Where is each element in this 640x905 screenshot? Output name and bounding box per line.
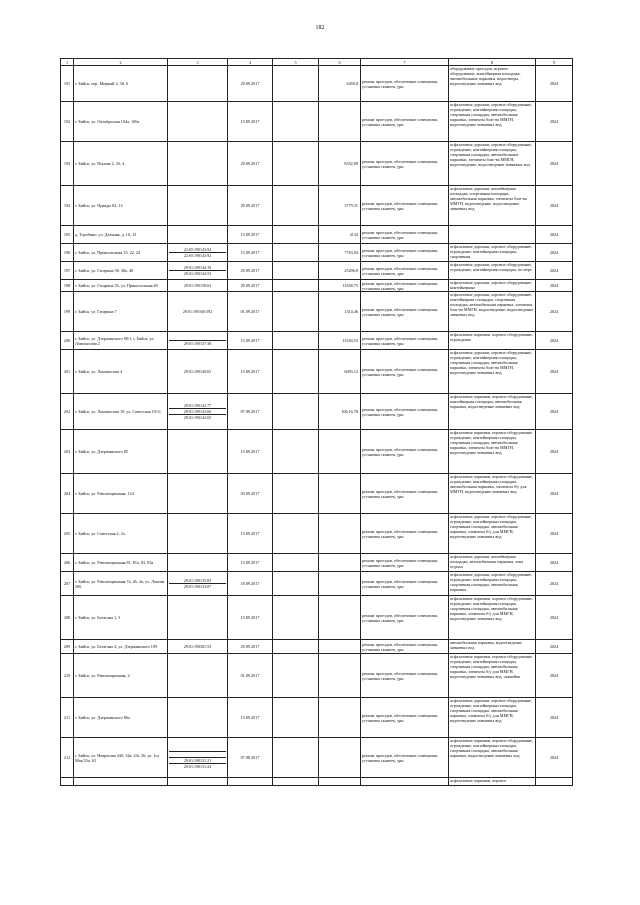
year-cell: 2024 (536, 698, 573, 738)
cadastral-cell (168, 102, 228, 142)
works-cell: ремонт проездов, обеспечение освещения, установка скамеек, урн (361, 292, 449, 332)
empty-cell (273, 226, 319, 244)
area-cell (319, 654, 361, 698)
works-cell: ремонт проездов, обеспечение освещения, установка скамеек, урн (361, 244, 449, 262)
works-cell: ремонт проездов, обеспечение освещения, установка скамеек, урн (361, 350, 449, 394)
table-row (61, 596, 573, 640)
works-cell: ремонт проездов, обеспечение освещения, установка скамеек, урн (361, 394, 449, 430)
cadastral-number: 22:65:190143:92 (169, 252, 226, 258)
equipment-cell: асфальтовые дорожки, игровое оборудование, ограждение, контейнерная площадка, по мере (449, 262, 536, 280)
row-number: 211 (61, 698, 74, 738)
equipment-cell (449, 226, 536, 244)
column-header: 4 (228, 59, 273, 66)
column-header: 1 (61, 59, 74, 66)
area-cell (319, 778, 361, 786)
table-row (61, 66, 573, 102)
table-row (61, 350, 573, 394)
table-row (61, 292, 573, 332)
cadastral-cell (168, 292, 228, 332)
table-row (61, 280, 573, 292)
empty-cell (273, 596, 319, 640)
empty-cell (273, 142, 319, 186)
address-cell: г. Бийск, ул. Гагарина 38, 38а, 40 (74, 262, 168, 280)
works-cell: ремонт проездов, обеспечение освещения, установка скамеек, урн (361, 596, 449, 640)
works-cell: ремонт проездов, обеспечение освещения, установка скамеек, урн (361, 640, 449, 654)
works-cell: ремонт проездов, обеспечение освещения, установка скамеек, урн (361, 430, 449, 474)
area-cell: 106,16,78 (319, 394, 361, 430)
works-cell: ремонт проездов, обеспечение освещения, установка скамеек, урн (361, 280, 449, 292)
cadastral-number: 29:01:190135:83 (183, 578, 212, 583)
cadastral-cell (168, 778, 228, 786)
cadastral-cell (168, 514, 228, 554)
empty-cell (273, 430, 319, 474)
table-row (61, 262, 573, 280)
area-cell: 8352,89 (319, 142, 361, 186)
year-cell: 2024 (536, 66, 573, 102)
date-cell: 15.09.2017 (228, 226, 273, 244)
equipment-cell: асфальтовые дорожки, игровое оборудование, ограждение, контейнерная площадка, спортивная площадка, автомобильные парковки, элементы благ-ва ММГН, водоотведение, водоотведение ливневых вод (449, 142, 536, 186)
equipment-cell: асфальтовые парковки, игровое (449, 778, 536, 786)
table-row (61, 394, 573, 430)
works-cell: ремонт проездов, обеспечение освещения, установка скамеек, урн (361, 514, 449, 554)
row-number: 191 (61, 66, 74, 102)
column-header: 9 (536, 59, 573, 66)
empty-cell (273, 66, 319, 102)
address-cell: г. Бийск, ул. Гагарина 7 (74, 292, 168, 332)
year-cell: 2024 (536, 186, 573, 226)
empty-cell (273, 280, 319, 292)
date-cell: 15.09.2017 (228, 554, 273, 572)
column-header: 5 (273, 59, 319, 66)
row-number: 202 (61, 394, 74, 430)
date-cell: 01.09.2017 (228, 292, 273, 332)
area-cell (319, 596, 361, 640)
cadastral-cell (168, 244, 228, 262)
area-cell (319, 640, 361, 654)
address-cell: г. Бийск, ул. Бетагана 1, 3 (74, 596, 168, 640)
table-row (61, 572, 573, 596)
year-cell: 2024 (536, 226, 573, 244)
empty-cell (273, 292, 319, 332)
year-cell: 2024 (536, 262, 573, 280)
cadastral-cell (168, 186, 228, 226)
cadastral-cell (168, 430, 228, 474)
address-cell: г. Бийск, ул. Бетагана 4, ул. Дзержинского 199 (74, 640, 168, 654)
address-cell: г. Бийск, ул. Советская 2, 2а (74, 514, 168, 554)
year-cell: 2024 (536, 142, 573, 186)
cadastral-number: 29:01:190131:21 (169, 757, 226, 763)
empty-cell (273, 554, 319, 572)
date-cell (228, 778, 273, 786)
empty-cell (273, 738, 319, 778)
date-cell: 29.09.2017 (228, 186, 273, 226)
date-cell: 15.09.2017 (228, 596, 273, 640)
cadastral-number: 29:01:190160:592 (182, 309, 213, 314)
cadastral-number: 29:01:190133:87 (169, 583, 226, 589)
address-cell: г. Бийск, ул. Революционная 7а, 26, 2в, ул. Ломова 206 (74, 572, 168, 596)
cadastral-cell (168, 350, 228, 394)
column-header: 7 (361, 59, 449, 66)
row-number: 199 (61, 292, 74, 332)
page-number: 182 (315, 25, 325, 31)
equipment-cell: асфальтовые дорожки, игровое оборудование, контейнерная площадка, спортивная площадка, автомобильная парковка, элементы благ-ва ММГН, водоотведение, водоотведение ливневых вод (449, 292, 536, 332)
equipment-cell: асфальтовые дорожки, игровое оборудование, ограждение, контейнерная площадка, спортивная площадка, автомобильная парковка, элементы б/у для ММГН, водоотведение ливневых вод (449, 514, 536, 554)
address-cell: г. Бийск, ул. Ломоносова 4 (74, 350, 168, 394)
date-cell: 15.09.2017 (228, 350, 273, 394)
date-cell: 15.09.2017 (228, 244, 273, 262)
year-cell: 2024 (536, 640, 573, 654)
table-row (61, 778, 573, 786)
table-row (61, 514, 573, 554)
empty-cell (273, 394, 319, 430)
table-row (61, 244, 573, 262)
area-cell: 3779,31 (319, 186, 361, 226)
table-row (61, 186, 573, 226)
row-number: 194 (61, 186, 74, 226)
address-cell: г. Бийск, ул. Революционная, 124 (74, 474, 168, 514)
equipment-cell: оборудование проездов, игровое оборудование, контейнерная площадка, автомобильные парковки, водоотводы, водоотведение ливневых вод (449, 66, 536, 102)
works-cell: ремонт проездов, обеспечение освещения, установка скамеек, урн (361, 102, 449, 142)
area-cell (319, 738, 361, 778)
address-cell: г. Бийск, ул. Октябрьская 104а, 106а (74, 102, 168, 142)
cadastral-number (169, 779, 226, 784)
area-cell: 1314,46 (319, 292, 361, 332)
area-cell (319, 102, 361, 142)
table-row (61, 102, 573, 142)
works-cell: ремонт проездов, обеспечение освещения, установка скамеек, урн (361, 698, 449, 738)
address-cell: г. Бийск, пер. Мерный 3, 38, 6 (74, 66, 168, 102)
cadastral-cell (168, 142, 228, 186)
date-cell: 15.09.2017 (228, 102, 273, 142)
year-cell (536, 778, 573, 786)
area-cell (319, 554, 361, 572)
column-header: 2 (74, 59, 168, 66)
year-cell: 2024 (536, 430, 573, 474)
cadastral-cell (168, 698, 228, 738)
cadastral-number: 29:01:190131:24 (169, 763, 226, 769)
area-cell: 13184,53 (319, 332, 361, 350)
year-cell: 2024 (536, 596, 573, 640)
cadastral-cell (168, 572, 228, 596)
cadastral-cell (168, 554, 228, 572)
equipment-cell: асфальтовые дорожки, игровое оборудование, контейнерные (449, 280, 536, 292)
year-cell: 2024 (536, 474, 573, 514)
column-header: 8 (449, 59, 536, 66)
works-cell: ремонт проездов, обеспечение освещения, установка скамеек, урн (361, 142, 449, 186)
cadastral-number: 29:01:190144:53 (169, 270, 226, 276)
address-cell: г. Бийск, ул. Попова 2, 2б, 4 (74, 142, 168, 186)
equipment-cell: автомобильная парковка, водоотведение ливневых вод (449, 640, 536, 654)
address-cell: г. Бийск, ул. Некрасова 24б, 34а, 24г, 26, ул. 1го Мая 55а, 63 (74, 738, 168, 778)
address-cell: г. Бийск, ул. Дзержинского 80/1, г. Бийск, ул. Ломоносова 2 (74, 332, 168, 350)
equipment-cell: асфальтовые дорожки, игровое оборудование, ограждение, контейнерная площадка, спортивная площадка, автомобильная парковка, элементы б/у для ММГН, водоотведение ливневых вод (449, 698, 536, 738)
empty-cell (273, 332, 319, 350)
area-cell (319, 572, 361, 596)
year-cell: 2024 (536, 554, 573, 572)
equipment-cell: асфальтовые парковки, игровое оборудование, ограждение, контейнерная площадка, спортивная площадка, автомобильная парковка, элементы благ-ва ММГН, водоотведение ливневых вод (449, 430, 536, 474)
cadastral-cell (168, 262, 228, 280)
equipment-cell: асфальтовые дорожки, игровое оборудование, ограждение, контейнерная площадка, спортивная площадка, автомобильная парковка (449, 572, 536, 596)
equipment-cell: асфальтовые парковки, игровое оборудование, контейнерная площадка, автомобильная парковка, водоотведение ливневых вод (449, 394, 536, 430)
cadastral-number: 22:65:190143:94 (183, 247, 212, 252)
empty-cell (273, 262, 319, 280)
cadastral-cell (168, 226, 228, 244)
row-number: 198 (61, 280, 74, 292)
year-cell: 2024 (536, 102, 573, 142)
works-cell: ремонт проездов, обеспечение освещения, установка скамеек, урн (361, 738, 449, 778)
works-cell: ремонт проездов, обеспечение освещения, установка скамеек, урн (361, 226, 449, 244)
year-cell: 2024 (536, 654, 573, 698)
cadastral-number: 29:01:190140:65 (183, 369, 212, 374)
empty-cell (273, 244, 319, 262)
year-cell: 2024 (536, 394, 573, 430)
year-cell: 2024 (536, 738, 573, 778)
table-row (61, 430, 573, 474)
equipment-cell: асфальтовые парковки, игровое оборудование, ограждение, контейнерная площадка, автомобильная парковка, элементы б/у для ММГН, водоотведение ливневых вод (449, 474, 536, 514)
works-cell (361, 778, 449, 786)
year-cell: 2024 (536, 572, 573, 596)
date-cell: 29.09.2017 (228, 142, 273, 186)
area-cell (319, 474, 361, 514)
date-cell: 15.09.2017 (228, 514, 273, 554)
empty-cell (273, 778, 319, 786)
table-row (61, 698, 573, 738)
equipment-cell: асфальтовые парковки, игровое оборудование, ограждение, контейнерная площадка, спортивная площадка, автомобильная парковка, элементы б/у для ММГН, водоотведение ливневых вод, скамейки (449, 654, 536, 698)
address-cell: г. Бийск, ул. Правды 82, 14 (74, 186, 168, 226)
address-cell (74, 778, 168, 786)
cadastral-cell (168, 280, 228, 292)
equipment-cell: асфальтовые дорожки, контейнерная площадка, автомобильная парковка, зона отдыха (449, 554, 536, 572)
cadastral-cell (168, 596, 228, 640)
table-row (61, 332, 573, 350)
year-cell: 2024 (536, 244, 573, 262)
date-cell: 18.09.2017 (228, 572, 273, 596)
empty-cell (273, 640, 319, 654)
row-number: 200 (61, 332, 74, 350)
date-cell: 07.08.2017 (228, 738, 273, 778)
empty-cell (273, 572, 319, 596)
area-cell: 11658,75 (319, 280, 361, 292)
row-number: 205 (61, 514, 74, 554)
row-number (61, 778, 74, 786)
empty-cell (273, 350, 319, 394)
works-cell: ремонт проездов, обеспечение освещения, установка скамеек, урн (361, 262, 449, 280)
date-cell: 29.09.2017 (228, 280, 273, 292)
table-row (61, 554, 573, 572)
address-cell: г. Бийск, ул. Ломоносова 19, ул. Советская 19/11 (74, 394, 168, 430)
year-cell: 2024 (536, 332, 573, 350)
table-row (61, 738, 573, 778)
address-cell: г. Бийск, ул. Приколхозная 35, 22, 24 (74, 244, 168, 262)
row-number: 201 (61, 350, 74, 394)
row-number: 209 (61, 640, 74, 654)
table-row (61, 654, 573, 698)
date-cell: 15.09.2017 (228, 332, 273, 350)
area-cell (319, 698, 361, 738)
cadastral-cell (168, 654, 228, 698)
area-cell: 6093,12 (319, 350, 361, 394)
row-number: 196 (61, 244, 74, 262)
cadastral-number: 29:01:190158:63 (183, 283, 212, 288)
improvement-table (60, 58, 573, 786)
date-cell: 03.09.2017 (228, 474, 273, 514)
works-cell: ремонт проездов, обеспечение освещения, установка скамеек, урн (361, 554, 449, 572)
date-cell: 07.09.2017 (228, 394, 273, 430)
address-cell: г. Бийск, ул. Дзержинского 86а (74, 698, 168, 738)
area-cell: 25296,8 (319, 262, 361, 280)
row-number: 197 (61, 262, 74, 280)
equipment-cell: асфальтовые парковки, игровое оборудование, ограждение, контейнерная площадка, спортивная площадка, автомобильная парковка, элементы б/у для ММГН, водоотведение ливневых вод (449, 596, 536, 640)
equipment-cell: асфальтовые дорожки, контейнерная площадка, спортивная площадка, автомобильная парковка, элементы благ-ва ММГН, водоотведение, водоотведение ливневых вод (449, 186, 536, 226)
address-cell: г. Бийск, ул. Дзержинского 85 (74, 430, 168, 474)
cadastral-cell (168, 474, 228, 514)
empty-cell (273, 102, 319, 142)
date-cell: 29.09.2017 (228, 66, 273, 102)
column-header: 3 (168, 59, 228, 66)
table-row (61, 474, 573, 514)
area-cell: 7763,04 (319, 244, 361, 262)
area-cell: 4134 (319, 226, 361, 244)
works-cell: ремонт проездов, обеспечение освещения, установка скамеек, урн (361, 654, 449, 698)
equipment-cell: асфальтовые дорожки, игровое оборудование, ограждение, контейнерная площадка, спортивная площадка, автомобильная парковка, элементы благ-ва ММГН, водоотведение ливневых вод (449, 102, 536, 142)
year-cell: 2024 (536, 280, 573, 292)
cadastral-cell (168, 332, 228, 350)
address-cell: г. Бийск, ул. Революционная 81, 81а, 83, 83а (74, 554, 168, 572)
row-number: 195 (61, 226, 74, 244)
works-cell: ремонт проездов, обеспечение освещения, установка скамеек, урн (361, 332, 449, 350)
date-cell: 15.09.2017 (228, 698, 273, 738)
empty-cell (273, 514, 319, 554)
cadastral-number: 29:01:190137:38 (169, 340, 226, 346)
empty-cell (273, 698, 319, 738)
equipment-cell: асфальтовые дорожки, игровое оборудование, ограждение, контейнерная площадка, спортивная площадка, автомобильная парковка, элементы благ-ва ММГН, водоотведение ливневых вод (449, 350, 536, 394)
empty-cell (273, 474, 319, 514)
works-cell: ремонт проездов, обеспечение освещения, установка скамеек, урн (361, 572, 449, 596)
area-cell (319, 430, 361, 474)
address-cell: г. Бийск, ул. Гагарина 35, ул. Приносельная 40 (74, 280, 168, 292)
cadastral-cell (168, 66, 228, 102)
row-number: 208 (61, 596, 74, 640)
row-number: 193 (61, 142, 74, 186)
row-number: 212 (61, 738, 74, 778)
row-number: 210 (61, 654, 74, 698)
row-number: 203 (61, 430, 74, 474)
address-cell: д. Торобино, ул. Дальняя, д. 10, 12 (74, 226, 168, 244)
column-header-row (61, 59, 573, 66)
date-cell: 29.09.2017 (228, 640, 273, 654)
area-cell: 4450,8 (319, 66, 361, 102)
equipment-cell: асфальтовые дорожки, игровое оборудование, ограждение, контейнерная площадка, спортивная (449, 244, 536, 262)
row-number: 206 (61, 554, 74, 572)
table-row (61, 142, 573, 186)
empty-cell (273, 186, 319, 226)
row-number: 192 (61, 102, 74, 142)
table-row (61, 226, 573, 244)
cadastral-number: 29:01:190301:53 (183, 644, 212, 649)
works-cell: ремонт проездов, обеспечение освещения, установка скамеек, урн (361, 474, 449, 514)
cadastral-number: 29:01:190142:65 (169, 414, 226, 420)
works-cell: ремонт проездов, обеспечение освещения, установка скамеек, урн (361, 186, 449, 226)
cadastral-number: 29:01:190142:77 (183, 403, 212, 408)
cadastral-number: 29:01:190144:19 (183, 265, 212, 270)
date-cell: 15.09.2017 (228, 430, 273, 474)
year-cell: 2024 (536, 292, 573, 332)
row-number: 207 (61, 572, 74, 596)
year-cell: 2024 (536, 514, 573, 554)
equipment-cell: асфальтовые парковки, игровое оборудование, ограждение (449, 332, 536, 350)
cadastral-cell (168, 738, 228, 778)
row-number: 204 (61, 474, 74, 514)
address-cell: г. Бийск, ул. Революционная, 2 (74, 654, 168, 698)
cadastral-cell (168, 394, 228, 430)
area-cell (319, 514, 361, 554)
table-row (61, 640, 573, 654)
equipment-cell: асфальтовые парковки, игровое оборудование, ограждение, контейнерная площадка, спортивная площадка, автомобильная парковка, водоотведение ливневых вод (449, 738, 536, 778)
works-cell: ремонт проездов, обеспечение освещения, установка скамеек, урн (361, 66, 449, 102)
cadastral-cell (168, 640, 228, 654)
year-cell: 2024 (536, 350, 573, 394)
cadastral-number: 29:01:190142:66 (169, 408, 226, 414)
date-cell: 29.09.2017 (228, 262, 273, 280)
empty-cell (273, 654, 319, 698)
column-header: 6 (319, 59, 361, 66)
date-cell: 01.09.2017 (228, 654, 273, 698)
